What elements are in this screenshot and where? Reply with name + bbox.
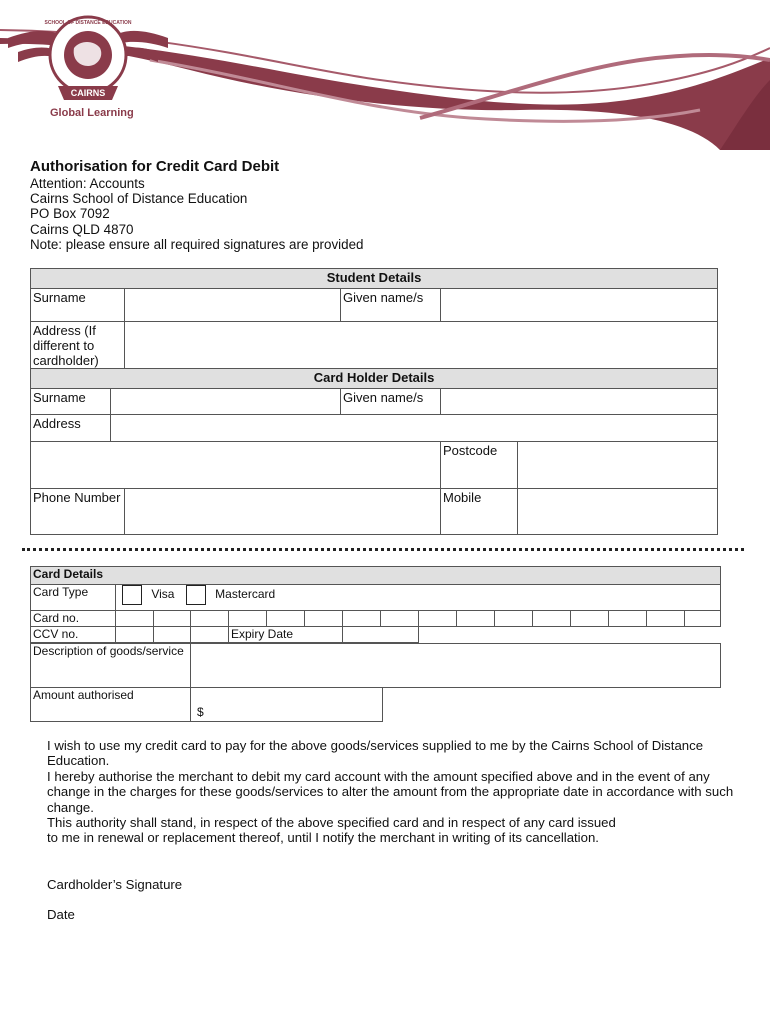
address-line-po-box: PO Box 7092 <box>30 206 110 221</box>
postcode-field[interactable] <box>518 442 718 489</box>
card-number-digit[interactable] <box>457 611 495 627</box>
amount-row-blank <box>383 688 721 722</box>
expiry-date-label: Expiry Date <box>229 627 343 643</box>
date-label: Date <box>47 907 75 922</box>
card-number-digit[interactable] <box>533 611 571 627</box>
student-details-heading: Student Details <box>31 269 718 289</box>
cardholder-surname-label: Surname <box>31 389 111 415</box>
authorisation-paragraph: I hereby authorise the merchant to debit my card account with the amount specified above and in the event of any change in the charges for these goods/services to alter the amount from the appropriate date in accordance with such change. <box>47 768 734 815</box>
card-details-heading: Card Details <box>31 567 721 585</box>
cardholder-address-line2-field[interactable] <box>31 442 441 489</box>
cut-line-divider <box>22 548 744 551</box>
authorisation-paragraph: This authority shall stand, in respect of the above specified card and in respect of any card issued to me in renewal or replacement thereof, until I notify the merchant in writing of its cancellation. <box>47 815 616 846</box>
card-number-digit[interactable] <box>191 611 229 627</box>
phone-number-label: Phone Number <box>31 489 125 535</box>
logo-ring-text: SCHOOL OF DISTANCE EDUCATION <box>44 20 132 26</box>
authorisation-paragraph: I wish to use my credit card to pay for the above goods/services supplied to me by the Cairns School of Distance Education. <box>47 738 704 769</box>
card-number-digit[interactable] <box>343 611 381 627</box>
student-surname-label: Surname <box>31 289 125 322</box>
cardholder-given-name-label: Given name/s <box>341 389 441 415</box>
logo-banner-text: CAIRNS <box>70 88 106 98</box>
card-number-digit[interactable] <box>116 611 154 627</box>
cardholder-surname-field[interactable] <box>111 389 341 415</box>
mastercard-label: Mastercard <box>215 587 276 602</box>
card-details-table <box>30 566 721 643</box>
ccv-label: CCV no. <box>31 627 116 643</box>
currency-symbol: $ <box>197 705 204 719</box>
mastercard-checkbox[interactable] <box>186 585 206 605</box>
header-banner <box>0 0 770 150</box>
card-number-digit[interactable] <box>381 611 419 627</box>
address-line-city: Cairns QLD 4870 <box>30 222 134 237</box>
card-number-digit[interactable] <box>154 611 191 627</box>
postcode-label: Postcode <box>441 442 518 489</box>
cardholder-address-field[interactable] <box>111 415 718 442</box>
card-number-digit[interactable] <box>419 611 457 627</box>
card-number-digit[interactable] <box>685 611 721 627</box>
ccv-digit[interactable] <box>116 627 154 643</box>
card-number-label: Card no. <box>31 611 116 627</box>
cardholder-signature-label: Cardholder’s Signature <box>47 877 183 892</box>
mobile-field[interactable] <box>518 489 718 535</box>
card-number-digit[interactable] <box>305 611 343 627</box>
cardholder-given-name-field[interactable] <box>441 389 718 415</box>
cardholder-details-heading: Card Holder Details <box>31 369 718 389</box>
expiry-date-field[interactable] <box>343 627 419 643</box>
address-line-attention: Attention: Accounts <box>30 176 145 191</box>
student-given-name-label: Given name/s <box>341 289 441 322</box>
student-details-table <box>30 268 718 370</box>
phone-number-field[interactable] <box>125 489 441 535</box>
cardholder-address-label: Address <box>31 415 111 442</box>
description-label: Description of goods/service <box>31 644 191 688</box>
student-address-field[interactable] <box>125 322 718 370</box>
address-line-school: Cairns School of Distance Education <box>30 191 248 206</box>
cardholder-details-table <box>30 368 718 535</box>
visa-checkbox[interactable] <box>122 585 142 605</box>
card-type-options <box>116 585 721 611</box>
card-number-digit[interactable] <box>571 611 609 627</box>
amount-authorised-field[interactable] <box>191 688 383 722</box>
address-line-note: Note: please ensure all required signatures are provided <box>30 237 364 252</box>
ccv-digit[interactable] <box>154 627 191 643</box>
card-number-digit[interactable] <box>495 611 533 627</box>
authorisation-text <box>47 738 737 846</box>
ccv-digit[interactable] <box>191 627 229 643</box>
description-field[interactable] <box>191 644 721 688</box>
card-number-digit[interactable] <box>609 611 647 627</box>
ccv-row-blank <box>419 627 721 643</box>
logo-tagline: Global Learning <box>50 107 134 119</box>
visa-label: Visa <box>151 587 175 602</box>
card-number-digit[interactable] <box>267 611 305 627</box>
card-number-digit[interactable] <box>229 611 267 627</box>
student-address-label: Address (If different to cardholder) <box>31 322 125 370</box>
card-type-label: Card Type <box>31 585 116 611</box>
card-number-digit[interactable] <box>647 611 685 627</box>
mobile-label: Mobile <box>441 489 518 535</box>
student-given-name-field[interactable] <box>441 289 718 322</box>
card-description-table <box>30 643 721 722</box>
form-title: Authorisation for Credit Card Debit <box>30 158 280 175</box>
student-surname-field[interactable] <box>125 289 341 322</box>
amount-authorised-label: Amount authorised <box>31 688 191 722</box>
